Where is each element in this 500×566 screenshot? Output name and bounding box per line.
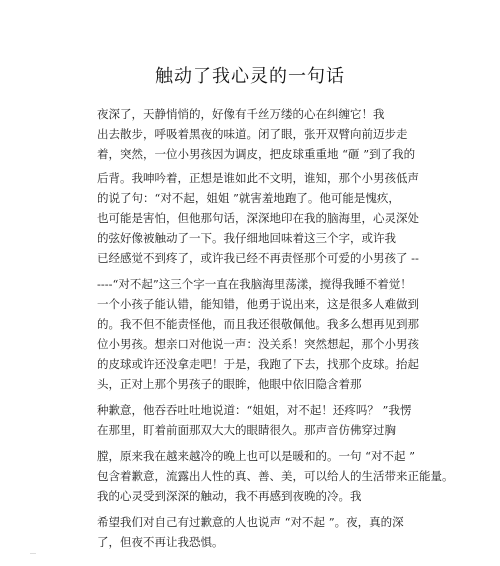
body-line: 已经感觉不到疼了，或许我已经不再责怪那个可爱的小男孩了 -- <box>97 251 419 265</box>
body-line: 膛，原来我在越来越冷的晚上也可以是暖和的。一句 “对不起 ” <box>97 449 416 463</box>
body-line: 种歉意，他吞吞吐吐地说道：“姐姐，对不起！还疼吗？ ”我愣 <box>97 403 412 417</box>
body-line: ----“对不起”这三个字一直在我脑海里荡漾，搅得我睡不着觉！ <box>97 277 412 291</box>
body-line: 的弦好像被触动了一下。我仔细地回味着这三个字，或许我 <box>97 231 396 245</box>
body-line: 包含着歉意，流露出人性的真、善、美，可以给人的生活带来正能量。 <box>97 469 454 483</box>
body-line: 希望我们对自己有过歉意的人也说声 “对不起 ”。夜，真的深 <box>97 515 404 529</box>
body-line: 着，突然，一位小男孩因为调皮，把皮球重重地 “砸 ”到了我的 <box>97 147 416 161</box>
body-line: 一个小孩子能认错，能知错，他勇于说出来，这是很多人难做到 <box>97 297 419 311</box>
body-line: 的。我不但不能责怪他，而且我还很敬佩他。我多么想再见到那 <box>97 317 419 331</box>
page-mark <box>30 553 36 554</box>
page-title: 触动了我心灵的一句话 <box>155 66 345 87</box>
body-line: 的皮球或许还没拿走吧！于是，我跑了下去，找那个皮球。抬起 <box>97 357 419 371</box>
body-line: 也可能是害怕，但他那句话，深深地印在我的脑海里，心灵深处 <box>97 211 419 225</box>
body-line: 位小男孩。想亲口对他说一声：没关系！突然想起，那个小男孩 <box>97 337 419 351</box>
body-line: 出去散步，呼吸着黑夜的味道。闭了眼，张开双臂向前迈步走 <box>97 127 408 141</box>
body-line: 的说了句：“对不起，姐姐 ”就害羞地跑了。他可能是愧疚， <box>97 191 400 205</box>
body-line: 头，正对上那个男孩子的眼眸，他眼中依旧隐含着那 <box>97 377 362 391</box>
body-line: 了，但夜不再让我恐惧。 <box>97 535 224 549</box>
body-line: 后背。我呻吟着，正想是谁如此不文明，谁知，那个小男孩低声 <box>97 171 419 185</box>
body-line: 我的心灵受到深深的触动，我不再感到夜晚的冷。我 <box>97 489 362 503</box>
body-line: 在那里，盯着前面那双大大的眼睛很久。那声音仿佛穿过胸 <box>97 423 396 437</box>
body-line: 夜深了，天静悄悄的，好像有千丝万缕的心在纠缠它！我 <box>97 107 385 121</box>
